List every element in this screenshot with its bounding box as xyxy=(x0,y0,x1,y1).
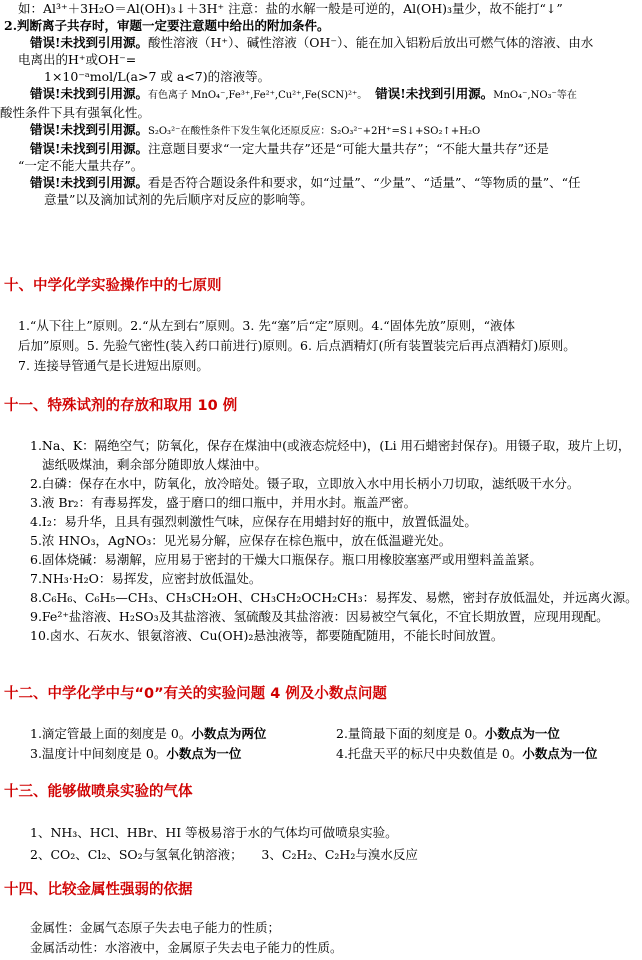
ion-note-2-text-b: MnO₄⁻,NO₃⁻等在 xyxy=(493,90,577,101)
ion-note-3-text: S₂O₃²⁻在酸性条件下发生氧化还原反应：S₂O₃²⁻+2H⁺=S↓+SO₂↑+H₂O xyxy=(148,126,481,137)
ion-coexist-heading: 2.判断离子共存时，审题一定要注意题中给出的附加条件。 xyxy=(4,18,330,33)
zero-item xyxy=(336,744,642,764)
section-12-body xyxy=(0,724,642,764)
fountain-line: 2、CO₂、Cl₂、SO₂与氢氧化钠溶液； 3、C₂H₂、C₂H₂与溴水反应 xyxy=(30,847,418,862)
ion-note-5-text: 看是否符合题设条件和要求，如“过量”、“少量”、“适量”、“等物质的量”、“任 xyxy=(148,175,581,190)
reagent-item: 1.Na、K：隔绝空气；防氧化，保存在煤油中(或液态烷烃中)，(Li 用石蜡密封保存)。用镊子取，玻片上切，滤纸吸煤油，剩余部分随即放人煤油中。 xyxy=(30,438,631,472)
error-label: 错误!未找到引用源。 xyxy=(30,122,148,137)
zero-item-decimal: 小数点为一位 xyxy=(484,726,560,741)
zero-item xyxy=(336,724,642,744)
fountain-line: 1、NH₃、HCl、HBr、HI 等极易溶于水的气体均可做喷泉实验。 xyxy=(30,825,398,840)
error-label: 错误!未找到引用源。 xyxy=(30,86,148,101)
zero-row xyxy=(0,744,642,764)
ion-note-2-text: 有色离子 MnO₄⁻,Fe³⁺,Fe²⁺,Cu²⁺,Fe(SCN)²⁺。 xyxy=(148,90,368,101)
zero-item-decimal: 小数点为一位 xyxy=(166,746,242,761)
reagent-item: 4.I₂：易升华，且具有强烈刺激性气味，应保存在用蜡封好的瓶中，放置低温处。 xyxy=(30,514,477,529)
section-12-title: 十二、中学化学中与“0”有关的实验问题 4 例及小数点问题 xyxy=(4,686,387,702)
principle-line: 7. 连接导管通气是长进短出原则。 xyxy=(18,358,209,373)
section-10 xyxy=(0,278,642,295)
error-label: 错误!未找到引用源。 xyxy=(30,175,148,190)
error-label: 错误!未找到引用源。 xyxy=(375,86,494,101)
reagent-item: 6.固体烧碱：易潮解，应用易于密封的干燥大口瓶保存。瓶口用橡胶塞塞严或用塑料盖盖紧。 xyxy=(30,552,542,567)
zero-item-decimal: 小数点为两位 xyxy=(191,726,267,741)
ion-note-5 xyxy=(0,174,642,191)
ion-note-1b: 电离出的H⁺或OH⁻= xyxy=(18,52,137,67)
reagent-item: 5.浓 HNO₃，AgNO₃：见光易分解，应保存在棕色瓶中，放在低温避光处。 xyxy=(30,533,452,548)
reagent-item: 7.NH₃·H₂O：易挥发，应密封放低温处。 xyxy=(30,571,262,586)
section-14-body xyxy=(0,918,642,958)
section-11-title: 十一、特殊试剂的存放和取用 10 例 xyxy=(4,398,238,414)
hydrolysis-line: 如：Al³⁺＋3H₂O＝Al(OH)₃↓＋3H⁺ 注意：盐的水解一般是可逆的，Al(OH)₃量少，故不能打“↓” xyxy=(18,1,563,16)
ion-note-1c: 1×10⁻ᵃmol/L(a>7 或 a<7)的溶液等。 xyxy=(44,69,271,84)
principle-line: 后加”原则。5. 先验气密性(装入药口前进行)原则。6. 后点酒精灯(所有装置装完后再点酒精灯)原则。 xyxy=(18,338,576,353)
ion-note-1 xyxy=(0,34,642,51)
section-13-title: 十三、能够做喷泉实验的气体 xyxy=(4,784,193,800)
section-11-body xyxy=(0,436,642,645)
reagent-item: 9.Fe²⁺盐溶液、H₂SO₃及其盐溶液、氢硫酸及其盐溶液：因易被空气氧化，不宜长期放置，应现用现配。 xyxy=(30,609,609,624)
ion-note-3 xyxy=(0,121,642,140)
ion-note-2 xyxy=(0,85,642,104)
reagent-item: 3.液 Br₂：有毒易挥发，盛于磨口的细口瓶中，并用水封。瓶盖严密。 xyxy=(30,495,417,510)
reagent-item: 10.卤水、石灰水、银氨溶液、Cu(OH)₂悬浊液等，都要随配随用，不能长时间放置。 xyxy=(30,628,504,643)
ion-note-4b: “一定不能大量共存”。 xyxy=(18,158,144,173)
section-10-title: 十、中学化学实验操作中的七原则 xyxy=(4,278,222,294)
zero-item-text: 1.滴定管最上面的刻度是 0。 xyxy=(30,726,192,741)
top-section xyxy=(0,0,642,208)
metal-line: 金属性：金属气态原子失去电子能力的性质； xyxy=(30,920,281,935)
section-11 xyxy=(0,398,642,415)
zero-item-decimal: 小数点为一位 xyxy=(522,746,598,761)
ion-note-1-text: 酸性溶液（H⁺）、碱性溶液（OH⁻）、能在加入铝粉后放出可燃气体的溶液、由水 xyxy=(148,35,594,50)
zero-item xyxy=(30,724,336,744)
error-label: 错误!未找到引用源。 xyxy=(30,141,148,156)
zero-item-text: 4.托盘天平的标尺中央数值是 0。 xyxy=(336,746,523,761)
section-12 xyxy=(0,686,642,703)
ion-note-4 xyxy=(0,140,642,157)
section-14 xyxy=(0,882,642,899)
section-10-body xyxy=(0,316,642,376)
zero-row xyxy=(0,724,642,744)
metal-line: 金属活动性：水溶液中，金属原子失去电子能力的性质。 xyxy=(30,940,343,955)
zero-item-text: 2.量筒最下面的刻度是 0。 xyxy=(336,726,485,741)
reagent-item: 2.白磷：保存在水中，防氧化，放冷暗处。镊子取，立即放入水中用长柄小刀切取，滤纸吸干水分。 xyxy=(30,476,580,491)
section-13 xyxy=(0,784,642,801)
reagent-item: 8.C₆H₆、C₆H₅—CH₃、CH₃CH₂OH、CH₃CH₂OCH₂CH₃：易挥发、易燃，密封存放低温处，并远离火源。 xyxy=(30,590,638,605)
ion-note-5b: 意量”以及滴加试剂的先后顺序对反应的影响等。 xyxy=(44,192,313,207)
error-label: 错误!未找到引用源。 xyxy=(30,35,148,50)
zero-item-text: 3.温度计中间刻度是 0。 xyxy=(30,746,167,761)
ion-note-4-text: 注意题目要求“一定大量共存”还是“可能大量共存”；“不能大量共存”还是 xyxy=(148,141,549,156)
section-13-body xyxy=(0,822,642,866)
principle-line: 1.“从下往上”原则。2.“从左到右”原则。3. 先“塞”后“定”原则。4.“固体先放”原则，“液体 xyxy=(18,318,515,333)
zero-item xyxy=(30,744,336,764)
ion-note-2c: 酸性条件下具有强氧化性。 xyxy=(0,105,151,120)
section-14-title: 十四、比较金属性强弱的依据 xyxy=(4,882,193,898)
